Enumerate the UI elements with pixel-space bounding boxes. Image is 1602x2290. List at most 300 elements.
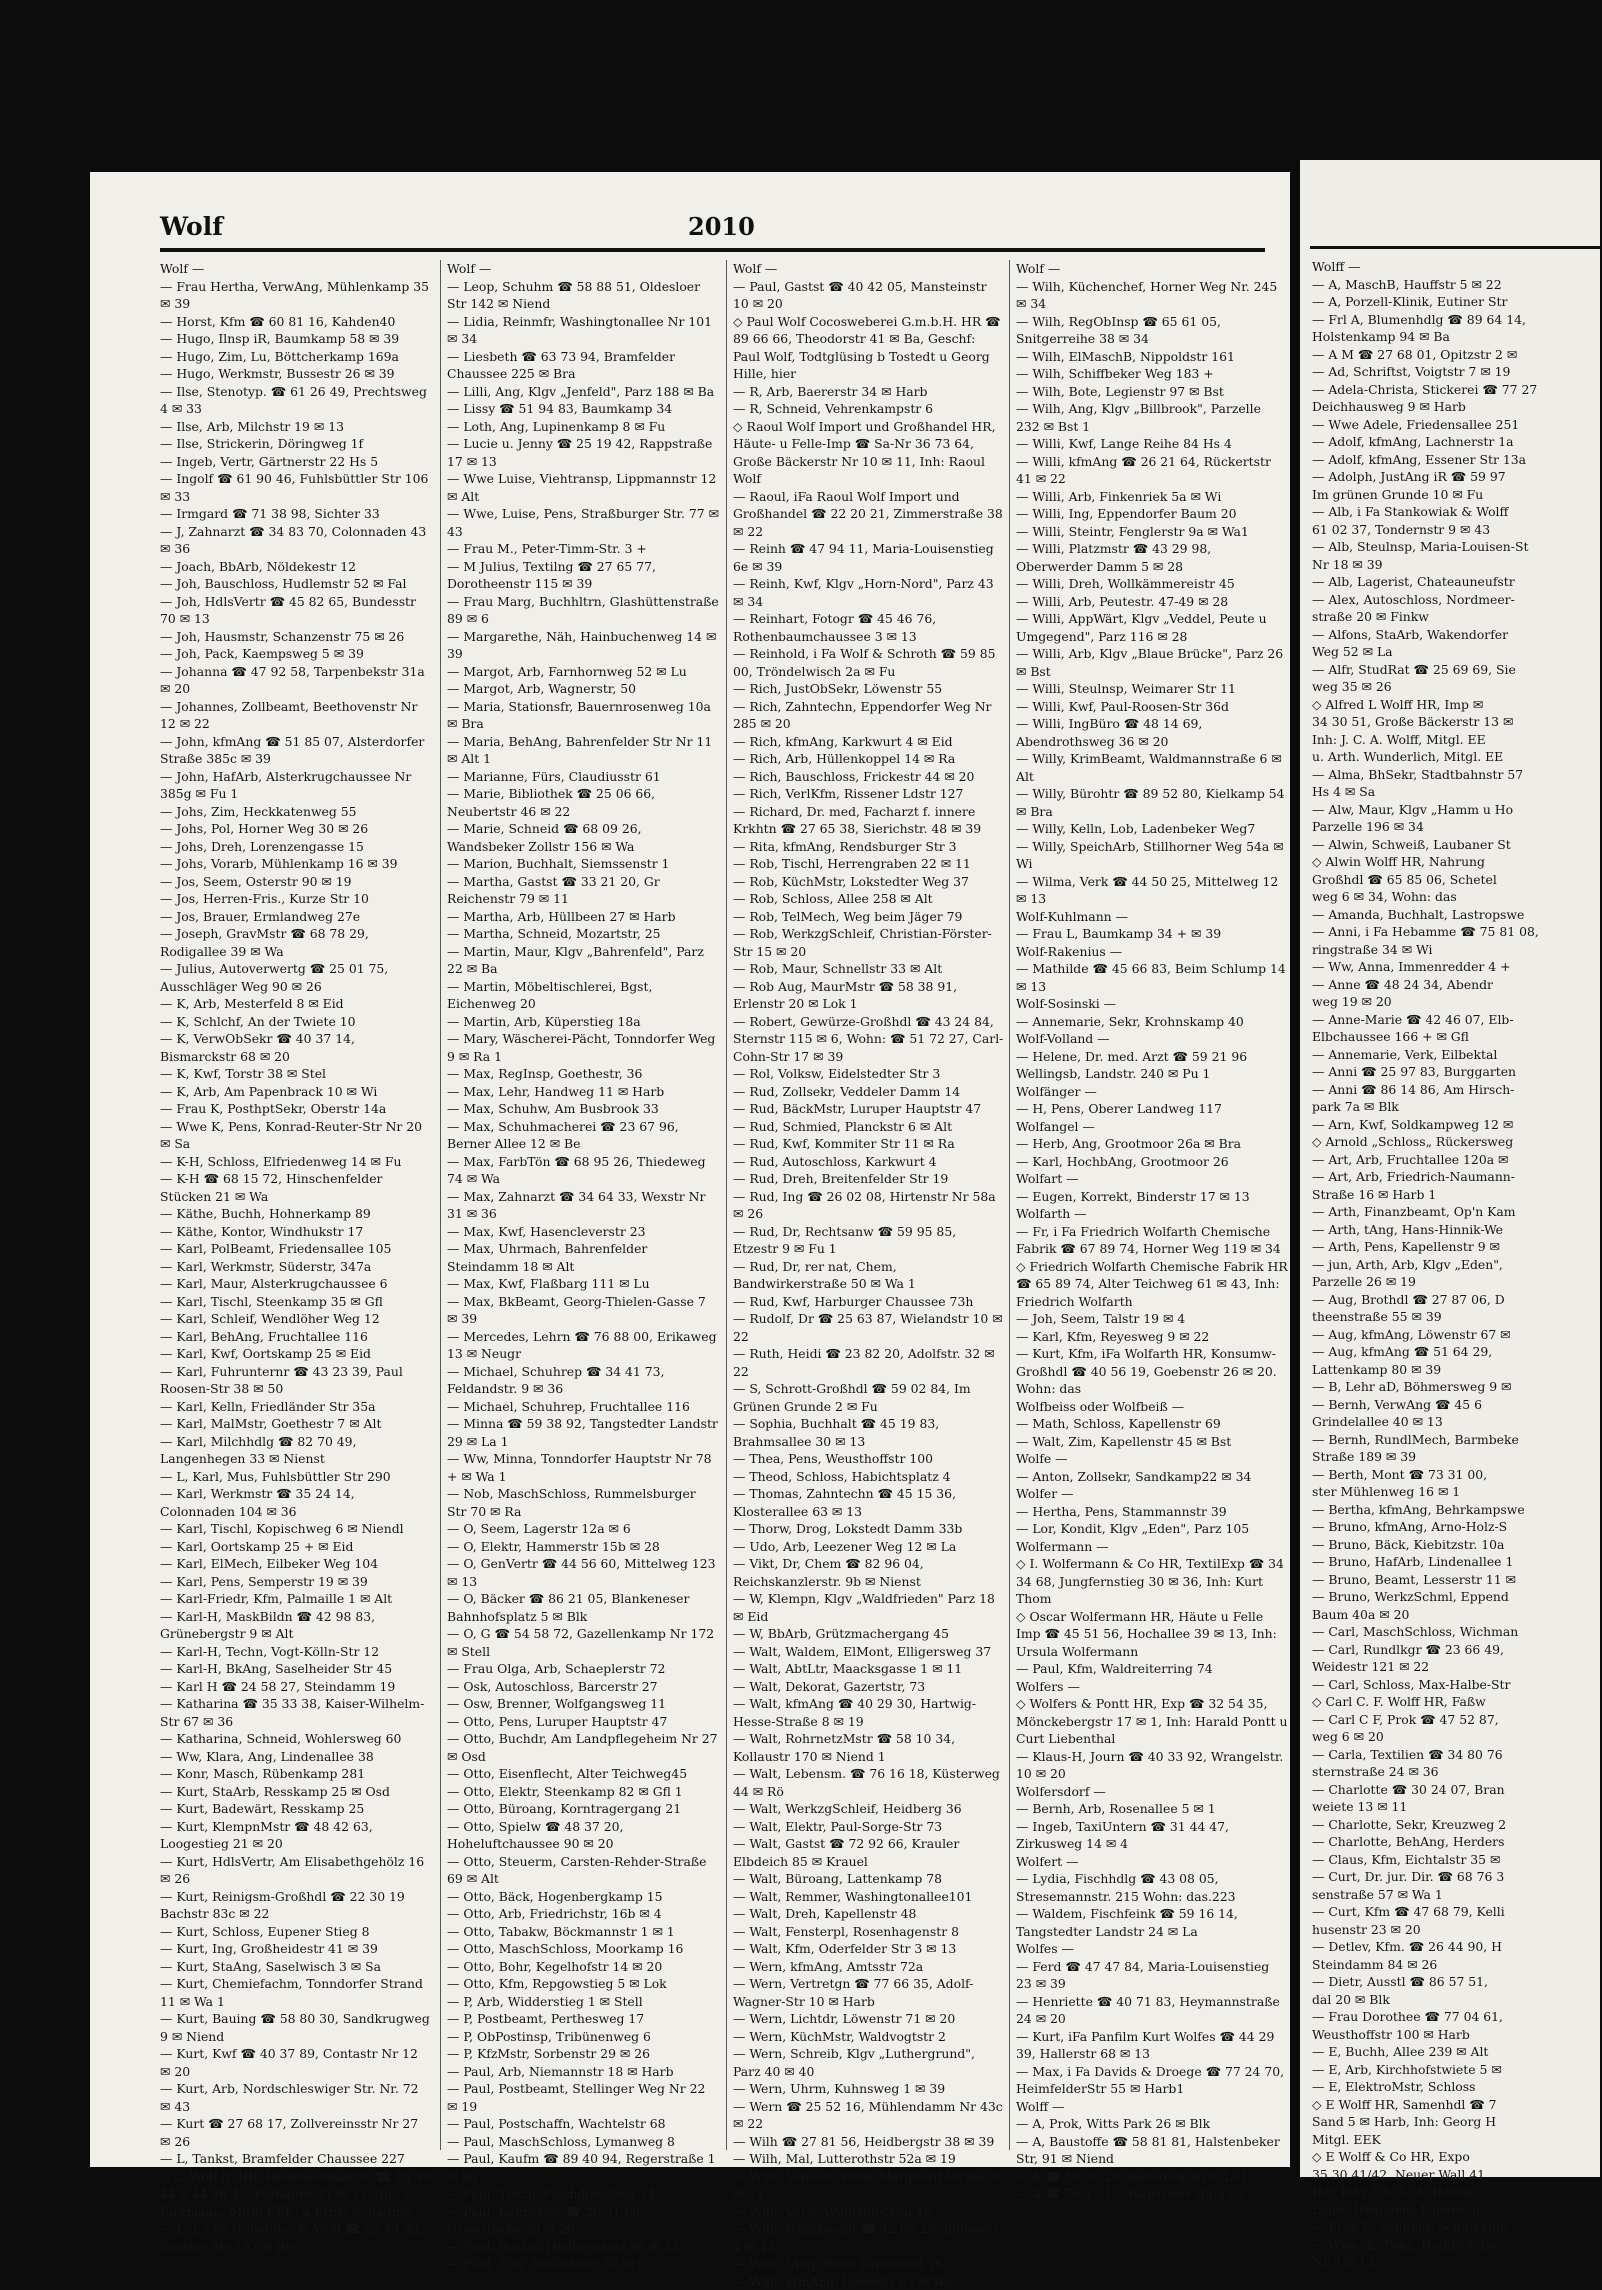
directory-entry: — Rud, Schmied, Planckstr 6 ✉ Alt [733, 1118, 1005, 1136]
directory-entry: — Paul, Postbeamt, Stellinger Weg Nr 22 ✉ 19 [447, 2080, 719, 2115]
directory-entry: Wolf-Rakenius — [1016, 943, 1288, 961]
directory-entry: — K, VerwObSekr ☎ 40 37 14, Bismarckstr 68 ✉ 20 [160, 1030, 432, 1065]
directory-entry: — Johs, Zim, Heckkatenweg 55 [160, 803, 432, 821]
directory-entry: 34 30 51, Große Bäckerstr 13 ✉ [1312, 713, 1602, 731]
directory-entry: — Frau M., Peter-Timm-Str. 3 + [447, 540, 719, 558]
directory-entry: — Jos, Seem, Osterstr 90 ✉ 19 [160, 873, 432, 891]
directory-entry: — Karl, Milchhdlg ☎ 82 70 49, Langenhegen 33 ✉ Nienst [160, 1433, 432, 1468]
directory-entry: — Frl A, Blumenhdlg ☎ 89 64 14, [1312, 311, 1602, 329]
directory-entry: Lattenkamp 80 ✉ 39 [1312, 1361, 1602, 1379]
next-page-column [1312, 258, 1602, 2158]
directory-entry: Weg 52 ✉ La [1312, 643, 1602, 661]
directory-entry: — Willi, Dreh, Wollkämmereistr 45 [1016, 575, 1288, 593]
directory-entry: 35 30 41/42, Neuer Wall 41 [1312, 2166, 1602, 2184]
directory-entry: — A, MaschB, Hauffstr 5 ✉ 22 [1312, 276, 1602, 294]
column-3 [733, 260, 1005, 2160]
directory-entry: — Math, Schloss, Kapellenstr 69 [1016, 1415, 1288, 1433]
directory-entry: — Rob, Schloss, Allee 258 ✉ Alt [733, 890, 1005, 908]
directory-entry: — P, Postbeamt, Perthesweg 17 [447, 2010, 719, 2028]
directory-entry: — Carl C F, Prok ☎ 47 52 87, [1312, 1711, 1602, 1729]
directory-entry: — Carl, MaschSchloss, Wichman [1312, 1623, 1602, 1641]
directory-entry: — Lucie u. Jenny ☎ 25 19 42, Rappstraße 17 ✉ 13 [447, 435, 719, 470]
directory-entry: — Nob, MaschSchloss, Rummelsburger Str 70 ✉ Ra [447, 1485, 719, 1520]
directory-entry: Wolfersdorf — [1016, 1783, 1288, 1801]
directory-entry: — Mary, Wäscherei-Pächt, Tonndorfer Weg 9 ✉ Ra 1 [447, 1030, 719, 1065]
directory-entry: — Eugen, Korrekt, Binderstr 17 ✉ 13 [1016, 1188, 1288, 1206]
directory-entry: — Kurt, Kwf ☎ 40 37 89, Contastr Nr 12 ✉ 20 [160, 2045, 432, 2080]
directory-entry: — P, ObPostinsp, Tribünenweg 6 [447, 2028, 719, 2046]
directory-entry: — Irmgard ☎ 71 38 98, Sichter 33 [160, 505, 432, 523]
directory-entry: — A, Porzell-Klinik, Eutiner Str [1312, 293, 1602, 311]
directory-entry: — Annemarie, Sekr, Krohnskamp 40 [1016, 1013, 1288, 1031]
directory-entry: — Wilh, Schiffbeker Weg 183 + [1016, 365, 1288, 383]
column-divider [440, 260, 441, 2150]
directory-entry: — Anne ☎ 48 24 34, Abendr [1312, 976, 1602, 994]
directory-entry: — Karl-H, Techn, Vogt-Kölln-Str 12 [160, 1643, 432, 1661]
directory-entry: — O, Elektr, Hammerstr 15b ✉ 28 [447, 1538, 719, 1556]
directory-entry: — Wern, Vertretgn ☎ 77 66 35, Adolf-Wagner-Str 10 ✉ Harb [733, 1975, 1005, 2010]
directory-entry: — P, KfzMstr, Sorbenstr 29 ✉ 26 [447, 2045, 719, 2063]
directory-entry: — Fr, i Fa Friedrich Wolfarth Chemische Fabrik ☎ 67 89 74, Horner Weg 119 ✉ 34 [1016, 1223, 1288, 1258]
directory-entry: — Joh, HdlsVertr ☎ 45 82 65, Bundesstr 70 ✉ 13 [160, 593, 432, 628]
directory-entry: — Marion, Buchhalt, Siemssenstr 1 [447, 855, 719, 873]
directory-entry: Wolfert — [1016, 1853, 1288, 1871]
directory-entry: — Karl, Tischl, Kopischweg 6 ✉ Niendl [160, 1520, 432, 1538]
directory-entry: — Curt, Dr. jur. Dir. ☎ 68 76 3 [1312, 1868, 1602, 1886]
directory-entry: — Anni ☎ 25 97 83, Burggarten [1312, 1063, 1602, 1081]
directory-entry: — Paul, Kaufm ☎ 89 40 94, Regerstraße 1 ✉ Ba [447, 2150, 719, 2185]
directory-entry: — Reinhold, i Fa Wolf & Schroth ☎ 59 85 00, Tröndelwisch 2a ✉ Fu [733, 645, 1005, 680]
directory-entry: — Rol, Volksw, Eidelstedter Str 3 [733, 1065, 1005, 1083]
directory-entry: — Bruno, kfmAng, Arno-Holz-S [1312, 1518, 1602, 1536]
directory-entry: — John, kfmAng ☎ 51 85 07, Alsterdorfer Straße 385c ✉ 39 [160, 733, 432, 768]
directory-entry: ster Mühlenweg 16 ✉ 1 [1312, 1483, 1602, 1501]
column-2 [447, 260, 719, 2160]
directory-entry: — Rich, kfmAng, Karkwurt 4 ✉ Eid [733, 733, 1005, 751]
directory-entry: — Rob Aug, MaurMstr ☎ 58 38 91, Erlenstr 20 ✉ Lok 1 [733, 978, 1005, 1013]
directory-entry: — Wilh ☎ 27 81 56, Heidbergstr 38 ✉ 39 [733, 2133, 1005, 2151]
directory-entry: Sand 5 ✉ Harb, Inh: Georg H [1312, 2113, 1602, 2131]
directory-entry: — Willi, Kwf, Paul-Roosen-Str 36d [1016, 698, 1288, 716]
directory-entry: — Karl-H, BkAng, Saselheider Str 45 [160, 1660, 432, 1678]
directory-entry: — Carla, Textilien ☎ 34 80 76 [1312, 1746, 1602, 1764]
directory-entry: — Thomas, Zahntechn ☎ 45 15 36, Klosterallee 63 ✉ 13 [733, 1485, 1005, 1520]
directory-entry: — Otto, Elektr, Steenkamp 82 ✉ Gfl 1 [447, 1783, 719, 1801]
directory-entry: — Willi, Steulnsp, Weimarer Str 11 [1016, 680, 1288, 698]
directory-entry: — Richard, Dr. med, Facharzt f. innere Krkhtn ☎ 27 65 38, Sierichstr. 48 ✉ 39 [733, 803, 1005, 838]
directory-entry: Ludw. Heddaeus-Espensch [1312, 2201, 1602, 2219]
directory-entry: — Berth, Mont ☎ 73 31 00, [1312, 1466, 1602, 1484]
directory-entry: — Otto, Bohr, Kegelhofstr 14 ✉ 20 [447, 1958, 719, 1976]
directory-entry: Steindamm 84 ✉ 26 [1312, 1956, 1602, 1974]
directory-entry: — Rud, Dreh, Breitenfelder Str 19 [733, 1170, 1005, 1188]
directory-entry: — E, Buchh, Allee 239 ✉ Alt [1312, 2043, 1602, 2061]
directory-entry: — Karl, PolBeamt, Friedensallee 105 [160, 1240, 432, 1258]
directory-entry: — Jos, Brauer, Ermlandweg 27e [160, 908, 432, 926]
directory-entry: Deichhausweg 9 ✉ Harb [1312, 398, 1602, 416]
directory-entry: — Frau L, Baumkamp 34 + ✉ 39 [1016, 925, 1288, 943]
directory-entry: Wolf — [733, 260, 1005, 278]
directory-entry: — Charlotte, BehAng, Herders [1312, 1833, 1602, 1851]
directory-entry: — jun, Arth, Arb, Klgv „Eden", [1312, 1256, 1602, 1274]
column-divider [1009, 260, 1010, 2150]
directory-entry: — Paul, Buchh, Hellbrookstr 98 ✉ 33 [447, 2238, 719, 2256]
directory-entry: Nr 18 ✉ 39 [1312, 556, 1602, 574]
directory-entry: — Ww, Anna, Immenredder 4 + [1312, 958, 1602, 976]
directory-entry: — Osk, Autoschloss, Barcerstr 27 [447, 1678, 719, 1696]
directory-entry: — Bernh, RundlMech, Barmbeke [1312, 1431, 1602, 1449]
directory-entry: — Udo, Arb, Leezener Weg 12 ✉ La [733, 1538, 1005, 1556]
directory-entry: — Rob, Tischl, Herrengraben 22 ✉ 11 [733, 855, 1005, 873]
directory-entry: Nr 9 ✉ 13 [1312, 2253, 1602, 2271]
directory-entry: — Lidia, Reinmfr, Washingtonallee Nr 101 ✉ 34 [447, 313, 719, 348]
directory-entry: Im grünen Grunde 10 ✉ Fu [1312, 486, 1602, 504]
directory-entry: — Hertha, Pens, Stammannstr 39 [1016, 1503, 1288, 1521]
directory-entry: — Willy, SpeichArb, Stillhorner Weg 54a ✉ Wi [1016, 838, 1288, 873]
page-header [160, 212, 1265, 248]
directory-entry: — Max, Uhrmach, Bahrenfelder Steindamm 18 ✉ Alt [447, 1240, 719, 1275]
directory-entry: ◇ Friedrich Wolfarth Chemische Fabrik HR ☎ 65 89 74, Alter Teichweg 61 ✉ 43, Inh: Friedrich Wolfarth [1016, 1258, 1288, 1311]
directory-entry: — Karl, Werkmstr ☎ 35 24 14, Colonnaden 104 ✉ 36 [160, 1485, 432, 1520]
directory-entry: — Rud, Dr, Rechtsanw ☎ 59 95 85, Etzestr 9 ✉ Fu 1 [733, 1223, 1005, 1258]
directory-entry: — Rob, WerkzgSchleif, Christian-Förster-Str 15 ✉ 20 [733, 925, 1005, 960]
directory-entry: — Willy, Kelln, Lob, Ladenbeker Weg7 [1016, 820, 1288, 838]
directory-entry: — Willi, kfmAng ☎ 26 21 64, Rückertstr 41 ✉ 22 [1016, 453, 1288, 488]
directory-entry: — W, BbArb, Grützmachergang 45 [733, 1625, 1005, 1643]
directory-entry: — Marianne, Fürs, Claudiusstr 61 [447, 768, 719, 786]
directory-entry: — Michael, Schuhrep, Fruchtallee 116 [447, 1398, 719, 1416]
directory-entry: — Waldem, Fischfeink ☎ 59 16 14, Tangstedter Landstr 24 ✉ La [1016, 1905, 1288, 1940]
directory-entry: — Frau K, PosthptSekr, Oberstr 14a [160, 1100, 432, 1118]
directory-entry: — Otto, Arb, Friedrichstr, 16b ✉ 4 [447, 1905, 719, 1923]
directory-entry: — Curt, Kfm ☎ 47 68 79, Kelli [1312, 1903, 1602, 1921]
directory-entry: Großhdl ☎ 65 85 06, Schetel [1312, 871, 1602, 889]
directory-entry: — Osw, Brenner, Wolfgangsweg 11 [447, 1695, 719, 1713]
next-page-partial [1300, 160, 1600, 2177]
directory-entry: — Karl, MalMstr, Goethestr 7 ✉ Alt [160, 1415, 432, 1433]
directory-entry: — R, Arb, Baererstr 34 ✉ Harb [733, 383, 1005, 401]
directory-entry: Wolf — [447, 260, 719, 278]
directory-entry: Wolfarth — [1016, 1205, 1288, 1223]
directory-entry: ◇ Wolfers & Pontt HR, Exp ☎ 32 54 35, Mönckebergstr 17 ✉ 1, Inh: Harald Pontt u Curt Liebenthal [1016, 1695, 1288, 1748]
directory-entry: — Joach, BbArb, Nöldekestr 12 [160, 558, 432, 576]
directory-entry: — Raoul, iFa Raoul Wolf Import und Großhandel ☎ 22 20 21, Zimmerstraße 38 ✉ 22 [733, 488, 1005, 541]
directory-entry: — Arth, Finanzbeamt, Op'n Kam [1312, 1203, 1602, 1221]
directory-entry: — R, Schneid, Vehrenkampstr 6 [733, 400, 1005, 418]
directory-entry: — Max, Schuhw, Am Busbrook 33 [447, 1100, 719, 1118]
directory-entry: — Paul, Arb, Niemannstr 18 ✉ Harb [447, 2063, 719, 2081]
directory-entry: — Kurt, Badewärt, Resskamp 25 [160, 1800, 432, 1818]
directory-entry: — Walt, Lebensm. ☎ 76 16 18, Küsterweg 44 ✉ Rö [733, 1765, 1005, 1800]
directory-entry: — Michael, Schuhrep ☎ 34 41 73, Feldandstr. 9 ✉ 36 [447, 1363, 719, 1398]
directory-entry: Wolff — [1016, 2098, 1288, 2116]
directory-entry: — Anni, i Fa Hebamme ☎ 75 81 08, [1312, 923, 1602, 941]
directory-entry: ringstraße 34 ✉ Wi [1312, 941, 1602, 959]
directory-entry: — Kurt, Chemiefachm, Tonndorfer Strand 11 ✉ Wa 1 [160, 1975, 432, 2010]
directory-entry: — Horst, Kfm ☎ 60 81 16, Kahden40 [160, 313, 432, 331]
directory-entry: ◇ Raoul Wolf Import und Großhandel HR, Häute- u Felle-Imp ☎ Sa-Nr 36 73 64, Große Bäckerstr Nr 10 ✉ 11, Inh: Raoul Wolf [733, 418, 1005, 488]
directory-entry: — Arth, tAng, Hans-Hinnik-We [1312, 1221, 1602, 1239]
directory-entry: — Joh, Pack, Kaempsweg 5 ✉ 39 [160, 645, 432, 663]
directory-entry: — Alfons, StaArb, Wakendorfer [1312, 626, 1602, 644]
directory-entry: — Wilma, Verk ☎ 44 50 25, Mittelweg 12 ✉ 13 [1016, 873, 1288, 908]
directory-entry: — Kurt, StaArb, Resskamp 25 ✉ Osd [160, 1783, 432, 1801]
directory-entry: — Karl, BehAng, Fruchtallee 116 [160, 1328, 432, 1346]
directory-entry: — K, Kwf, Torstr 38 ✉ Stel [160, 1065, 432, 1083]
directory-entry: Weidestr 121 ✉ 22 [1312, 1658, 1602, 1676]
directory-entry: — Rob, TelMech, Weg beim Jäger 79 [733, 908, 1005, 926]
directory-entry: — Max, Kwf, Hasencleverstr 23 [447, 1223, 719, 1241]
directory-entry: ◇ Carl C. F. Wolff HR, Faßw [1312, 1693, 1602, 1711]
directory-entry: — Aug, kfmAng ☎ 51 64 29, [1312, 1343, 1602, 1361]
directory-entry: — Art, Arb, Friedrich-Naumann- [1312, 1168, 1602, 1186]
directory-entry: — Hugo, Zim, Lu, Böttcherkamp 169a [160, 348, 432, 366]
directory-entry: — O, G ☎ 54 58 72, Gazellenkamp Nr 172 ✉ Stell [447, 1625, 719, 1660]
directory-entry: — Wwe, E, Pens, Heinrich-Ba [1312, 2236, 1602, 2254]
directory-entry: — Marie, Schneid ☎ 68 09 26, Wandsbeker Zollstr 156 ✉ Wa [447, 820, 719, 855]
directory-entry: — Adolf, kfmAng, Lachnerstr 1a [1312, 433, 1602, 451]
directory-entry: — Walt, Dreh, Kapellenstr 48 [733, 1905, 1005, 1923]
directory-entry: — Alw, Maur, Klgv „Hamm u Ho [1312, 801, 1602, 819]
directory-entry: — Otto, Pens, Luruper Hauptstr 47 [447, 1713, 719, 1731]
directory-entry: — Bruno, WerkzSchml, Eppend [1312, 1588, 1602, 1606]
directory-entry: — Ilse, Strickerin, Döringweg 1f [160, 435, 432, 453]
directory-entry: — Amanda, Buchhalt, Lastropswe [1312, 906, 1602, 924]
directory-entry: — Willi, IngBüro ☎ 48 14 69, Abendrothsweg 36 ✉ 20 [1016, 715, 1288, 750]
directory-entry: — Kurt, Schloss, Eupener Stieg 8 [160, 1923, 432, 1941]
directory-entry: — Paul, MaschSchloss, Lymanweg 8 [447, 2133, 719, 2151]
directory-entry: — A ☎ 59 70 26, Kielstück 26 ✉ La1 [1016, 2168, 1288, 2186]
directory-entry: 61 02 37, Tondernstr 9 ✉ 43 [1312, 521, 1602, 539]
directory-entry: — Wern, KüchMstr, Waldvogtstr 2 [733, 2028, 1005, 2046]
directory-entry: — Käthe, Kontor, Windhukstr 17 [160, 1223, 432, 1241]
directory-entry: Holstenkamp 94 ✉ Ba [1312, 328, 1602, 346]
directory-entry: ◇ Alfred L Wolff HR, Imp ✉ [1312, 696, 1602, 714]
directory-entry: — Käthe, Buchh, Hohnerkamp 89 [160, 1205, 432, 1223]
directory-entry: — Thorw, Drog, Lokstedt Damm 33b [733, 1520, 1005, 1538]
directory-entry: — Rudolf, Dr ☎ 25 63 87, Wielandstr 10 ✉ 22 [733, 1310, 1005, 1345]
directory-entry: — W, Klempn, Klgv „Waldfrieden" Parz 18 ✉ Eid [733, 1590, 1005, 1625]
directory-entry: — Johs, Dreh, Lorenzengasse 15 [160, 838, 432, 856]
directory-entry: — Jos, Herren-Fris., Kurze Str 10 [160, 890, 432, 908]
directory-entry: — Wwe Luise, Viehtransp, Lippmannstr 12 ✉ Alt [447, 470, 719, 505]
directory-entry: — Rich, Bauschloss, Frickestr 44 ✉ 20 [733, 768, 1005, 786]
directory-entry: weg 35 ✉ 26 [1312, 678, 1602, 696]
directory-entry: — Walt, Kfm, Oderfelder Str 3 ✉ 13 [733, 1940, 1005, 1958]
directory-entry: — Mathilde ☎ 45 66 83, Beim Schlump 14 ✉ 13 [1016, 960, 1288, 995]
directory-entry: — Margot, Arb, Farnhornweg 52 ✉ Lu [447, 663, 719, 681]
directory-entry: — Henriette ☎ 40 71 83, Heymannstraße 24 ✉ 20 [1016, 1993, 1288, 2028]
directory-entry: Wolfangel — [1016, 1118, 1288, 1136]
directory-entry: — Bruno, Bäck, Kiebitzstr. 10a [1312, 1536, 1602, 1554]
page-number: 2010 [688, 212, 755, 241]
directory-entry: — Walt, Elektr, Paul-Sorge-Str 73 [733, 1818, 1005, 1836]
directory-entry: — Ad, Schriftst, Voigtstr 7 ✉ 19 [1312, 363, 1602, 381]
directory-entry: — Rita, kfmAng, Rendsburger Str 3 [733, 838, 1005, 856]
directory-entry: — Willy, Bürohtr ☎ 89 52 80, Kielkamp 54 ✉ Bra [1016, 785, 1288, 820]
directory-entry: — Wilh, Küchenchef, Horner Weg Nr. 245 ✉ 34 [1016, 278, 1288, 313]
directory-entry: Wolfänger — [1016, 1083, 1288, 1101]
directory-entry: — Karl, Fuhrunternr ☎ 43 23 39, Paul Roosen-Str 38 ✉ 50 [160, 1363, 432, 1398]
directory-entry: — Martha, Schneid, Mozartstr, 25 [447, 925, 719, 943]
directory-entry: — Rud, Kwf, Kommiter Str 11 ✉ Ra [733, 1135, 1005, 1153]
directory-entry: weg 19 ✉ 20 [1312, 993, 1602, 1011]
directory-entry: — Otto, MaschSchloss, Moorkamp 16 [447, 1940, 719, 1958]
directory-entry: — Detlev, Kfm. ☎ 26 44 90, H [1312, 1938, 1602, 1956]
directory-entry: — P, Arb, Widderstieg 1 ✉ Stell [447, 1993, 719, 2011]
directory-entry: — Adela-Christa, Stickerei ☎ 77 27 [1312, 381, 1602, 399]
directory-entry: — Walt, Dekorat, Gazertstr, 73 [733, 1678, 1005, 1696]
directory-entry: — Vikt, Dr, Chem ☎ 82 96 04, Reichskanzlerstr. 9b ✉ Nienst [733, 1555, 1005, 1590]
directory-entry: — Karl, Pens, Semperstr 19 ✉ 39 [160, 1573, 432, 1591]
directory-entry: — Carl, Rundlkgr ☎ 23 66 49, [1312, 1641, 1602, 1659]
directory-entry: — Frau Dorothee ☎ 77 04 61, [1312, 2008, 1602, 2026]
directory-entry: Wolfes — [1016, 1940, 1288, 1958]
directory-entry: — K, Arb, Mesterfeld 8 ✉ Eid [160, 995, 432, 1013]
directory-entry: — Kurt, Arb, Nordschleswiger Str. Nr. 72 ✉ 43 [160, 2080, 432, 2115]
directory-entry: — Joh, Seem, Talstr 19 ✉ 4 [1016, 1310, 1288, 1328]
directory-entry: Wolf — [160, 260, 432, 278]
directory-entry: — L, Tankst, Bramfelder Chaussee 227 [160, 2150, 432, 2168]
directory-entry: — Max, RegInsp, Goethestr, 36 [447, 1065, 719, 1083]
directory-entry: Wolfe — [1016, 1450, 1288, 1468]
directory-entry: Weusthoffstr 100 ✉ Harb [1312, 2026, 1602, 2044]
directory-entry: — Bruno, HafArb, Lindenallee 1 [1312, 1553, 1602, 1571]
directory-entry: — Wern, Uhrm, Kuhnsweg 1 ✉ 39 [733, 2080, 1005, 2098]
directory-entry: — Rud, BäckMstr, Luruper Hauptstr 47 [733, 1100, 1005, 1118]
directory-entry: Inh: Edg. Ch. L. A. Hedda [1312, 2183, 1602, 2201]
directory-entry: — K-H ☎ 68 15 72, Hinschenfelder Stücken 21 ✉ Wa [160, 1170, 432, 1205]
directory-entry: — Frau Hertha, VerwAng, Mühlenkamp 35 ✉ 39 [160, 278, 432, 313]
directory-entry: sternstraße 24 ✉ 36 [1312, 1763, 1602, 1781]
directory-entry: weg 6 ✉ 20 [1312, 1728, 1602, 1746]
directory-entry: — Hugo, Ilnsp iR, Baumkamp 58 ✉ 39 [160, 330, 432, 348]
directory-entry: — Arth, Pens, Kapellenstr 9 ✉ [1312, 1238, 1602, 1256]
directory-entry: — Willi, Arb, Finkenriek 5a ✉ Wi [1016, 488, 1288, 506]
directory-entry: — Wern ☎ 25 52 16, Mühlendamm Nr 43c ✉ 22 [733, 2098, 1005, 2133]
directory-entry: — K, Arb, Am Papenbrack 10 ✉ Wi [160, 1083, 432, 1101]
directory-entry: — Alb, i Fa Stankowiak & Wolff [1312, 503, 1602, 521]
directory-entry: — Rud, Kwf, Harburger Chaussee 73h [733, 1293, 1005, 1311]
directory-entry: — Wwe K, Pens, Konrad-Reuter-Str Nr 20 ✉ Sa [160, 1118, 432, 1153]
directory-entry: — Walt, Büroang, Lattenkamp 78 [733, 1870, 1005, 1888]
directory-entry: Parzelle 196 ✉ 34 [1312, 818, 1602, 836]
directory-entry: — Willi, AppWärt, Klgv „Veddel, Peute u Umgegend", Parz 116 ✉ 28 [1016, 610, 1288, 645]
directory-entry: — Mercedes, Lehrn ☎ 76 88 00, Erikaweg 13 ✉ Neugr [447, 1328, 719, 1363]
directory-entry: — Aug, Brothdl ☎ 27 87 06, D [1312, 1291, 1602, 1309]
directory-entry: — Karl H ☎ 24 58 27, Steindamm 19 [160, 1678, 432, 1696]
directory-entry: Wolfermann — [1016, 1538, 1288, 1556]
directory-entry: Grindelallee 40 ✉ 13 [1312, 1413, 1602, 1431]
directory-entry: — H, Pens, Oberer Landweg 117 [1016, 1100, 1288, 1118]
directory-entry: — Wilh, Verw, Wulffsblöcken 19 [733, 2203, 1005, 2221]
directory-entry: — Art, Arb, Fruchtallee 120a ✉ [1312, 1151, 1602, 1169]
directory-entry: ◇ Oscar Wolfermann HR, Häute u Felle Imp ☎ 45 51 56, Hochallee 39 ✉ 13, Inh: Ursula Wolfermann [1016, 1608, 1288, 1661]
directory-entry: — John, HafArb, Alsterkrugchaussee Nr 385g ✉ Fu 1 [160, 768, 432, 803]
directory-entry: — Alfr, StudRat ☎ 25 69 69, Sie [1312, 661, 1602, 679]
directory-entry: — Lor, Kondit, Klgv „Eden", Parz 105 [1016, 1520, 1288, 1538]
directory-entry: — O, GenVertr ☎ 44 56 60, Mittelweg 123 ✉ 13 [447, 1555, 719, 1590]
directory-entry: — L, Karl, Mus, Fuhlsbüttler Str 290 [160, 1468, 432, 1486]
directory-entry: — Max, Lehr, Handweg 11 ✉ Harb [447, 1083, 719, 1101]
directory-entry: — Alb, Lagerist, Chateauneufstr [1312, 573, 1602, 591]
directory-entry: — Maria, Stationsfr, Bauernrosenweg 10a ✉ Bra [447, 698, 719, 733]
directory-entry: — Rob, Maur, Schnellstr 33 ✉ Alt [733, 960, 1005, 978]
directory-entry: — A M ☎ 27 68 01, Opitzstr 2 ✉ [1312, 346, 1602, 364]
directory-entry: — Marie, Bibliothek ☎ 25 06 66, Neubertstr 46 ✉ 22 [447, 785, 719, 820]
directory-entry: — Karl, HochbAng, Grootmoor 26 [1016, 1153, 1288, 1171]
directory-entry: — Kurt ☎ 27 68 17, Zollvereinsstr Nr 27 ✉ 26 [160, 2115, 432, 2150]
directory-entry: — Johs, Pol, Horner Weg 30 ✉ 26 [160, 820, 432, 838]
directory-entry: — E, ElektroMstr, Schloss [1312, 2078, 1602, 2096]
column-divider [726, 260, 727, 2150]
directory-entry: — Wilh, ElMaschB, Nippoldstr 161 [1016, 348, 1288, 366]
directory-entry: — Rich, Arb, Hüllenkoppel 14 ✉ Ra [733, 750, 1005, 768]
directory-entry: straße 20 ✉ Finkw [1312, 608, 1602, 626]
directory-entry: — Joh, Hausmstr, Schanzenstr 75 ✉ 26 [160, 628, 432, 646]
directory-entry: — Loth, Ang, Lupinenkamp 8 ✉ Fu [447, 418, 719, 436]
directory-entry: ◇ I. Wolfermann & Co HR, TextilExp ☎ 34 34 68, Jungfernstieg 30 ✉ 36, Inh: Kurt Thom [1016, 1555, 1288, 1608]
directory-entry: — Katharina ☎ 35 33 38, Kaiser-Wilhelm-Str 67 ✉ 36 [160, 1695, 432, 1730]
directory-entry: — Martha, Arb, Hüllbeen 27 ✉ Harb [447, 908, 719, 926]
directory-entry: ◇ Paul Wolf Cocosweberei G.m.b.H. HR ☎ 89 66 66, Theodorstr 41 ✉ Ba, Geschf: Paul Wolf, Todtglüsing b Tostedt u Georg Hille, hier [733, 313, 1005, 383]
directory-entry: — A ☎ 76 17 15, Walsroder Ring 62 [1016, 2185, 1288, 2203]
directory-entry: — Joseph, GravMstr ☎ 68 78 29, Rodigallee 39 ✉ Wa [160, 925, 432, 960]
directory-entry: weg 6 ✉ 34, Wohn: das [1312, 888, 1602, 906]
directory-entry: — Dietr, Ausstl ☎ 86 57 51, [1312, 1973, 1602, 1991]
directory-entry: — Wilh, Ang, Klgv „Billbrook", Parzelle 232 ✉ Bst 1 [1016, 400, 1288, 435]
directory-entry: — Rud, Dr, rer nat, Chem, Bandwirkerstraße 50 ✉ Wa 1 [733, 1258, 1005, 1293]
directory-entry: — Otto, Eisenflecht, Alter Teichweg45 [447, 1765, 719, 1783]
directory-entry: — Wilh, Mal, Lutterothstr 52a ✉ 19 [733, 2150, 1005, 2168]
directory-entry: — Reinh, Kwf, Klgv „Horn-Nord", Parz 43 ✉ 34 [733, 575, 1005, 610]
header-rule [160, 248, 1265, 252]
directory-entry: — Wwe, Luise, Pens, Straßburger Str. 77 ✉ 43 [447, 505, 719, 540]
directory-entry: — Wilh, kfmAng, Lessestr 63 ✉ Wa [733, 2273, 1005, 2290]
directory-entry: — Bertha, kfmAng, Behrkampswe [1312, 1501, 1602, 1519]
directory-entry: — Margot, Arb, Wagnerstr, 50 [447, 680, 719, 698]
directory-entry: — Otto, Kfm, Repgowstieg 5 ✉ Lok [447, 1975, 719, 1993]
directory-entry: — Reinhart, Fotogr ☎ 45 46 76, Rothenbaumchaussee 3 ✉ 13 [733, 610, 1005, 645]
directory-entry: — Kurt, StaAng, Saselwisch 3 ✉ Sa [160, 1958, 432, 1976]
directory-entry: — Hugo, Werkmstr, Bussestr 26 ✉ 39 [160, 365, 432, 383]
directory-entry: — Willi, Platzmstr ☎ 43 29 98, Oberwerder Damm 5 ✉ 28 [1016, 540, 1288, 575]
directory-entry: — Arn, Kwf, Soldkampweg 12 ✉ [1312, 1116, 1602, 1134]
directory-entry: Straße 16 ✉ Harb 1 [1312, 1186, 1602, 1204]
directory-entry: Wolf-Sosinski — [1016, 995, 1288, 1013]
directory-entry: — Kurt, HdlsVertr, Am Elisabethgehölz 16 ✉ 26 [160, 1853, 432, 1888]
directory-entry: — Karl, Werkmstr, Süderstr, 347a [160, 1258, 432, 1276]
directory-entry: Inh: J. C. A. Wolff, Mitgl. EE [1312, 731, 1602, 749]
directory-entry: — Frau Olga, Arb, Schaeplerstr 72 [447, 1660, 719, 1678]
running-head: Wolf [160, 212, 223, 241]
directory-entry: — Anni ☎ 86 14 86, Am Hirsch- [1312, 1081, 1602, 1099]
directory-entry: — Herb, Ang, Grootmoor 26a ✉ Bra [1016, 1135, 1288, 1153]
directory-entry: — Rich, VerlKfm, Rissener Ldstr 127 [733, 785, 1005, 803]
directory-entry: — Frau E, Schneid, Schulkamp [1312, 2218, 1602, 2236]
column-4 [1016, 260, 1288, 2160]
directory-entry: — Wilh, Bote, Legienstr 97 ✉ Bst [1016, 383, 1288, 401]
directory-entry: — Max, Kwf, Flaßbarg 111 ✉ Lu [447, 1275, 719, 1293]
directory-entry: — Karl, Maur, Alsterkrugchaussee 6 [160, 1275, 432, 1293]
directory-entry: — Joh, Bauschloss, Hudlemstr 52 ✉ Fal [160, 575, 432, 593]
directory-entry: u. Arth. Wunderlich, Mitgl. EE [1312, 748, 1602, 766]
directory-entry: — Max, i Fa Davids & Droege ☎ 77 24 70, HeimfelderStr 55 ✉ Harb1 [1016, 2063, 1288, 2098]
directory-entry: — Ingolf ☎ 61 90 46, Fuhlsbüttler Str 106 ✉ 33 [160, 470, 432, 505]
directory-entry: Baum 40a ✉ 20 [1312, 1606, 1602, 1624]
directory-entry: husenstr 23 ✉ 20 [1312, 1921, 1602, 1939]
directory-entry: — Paul, Konrektor ☎ 26 31 60, Griesstraße 29 ✉ 26 [447, 2203, 719, 2238]
